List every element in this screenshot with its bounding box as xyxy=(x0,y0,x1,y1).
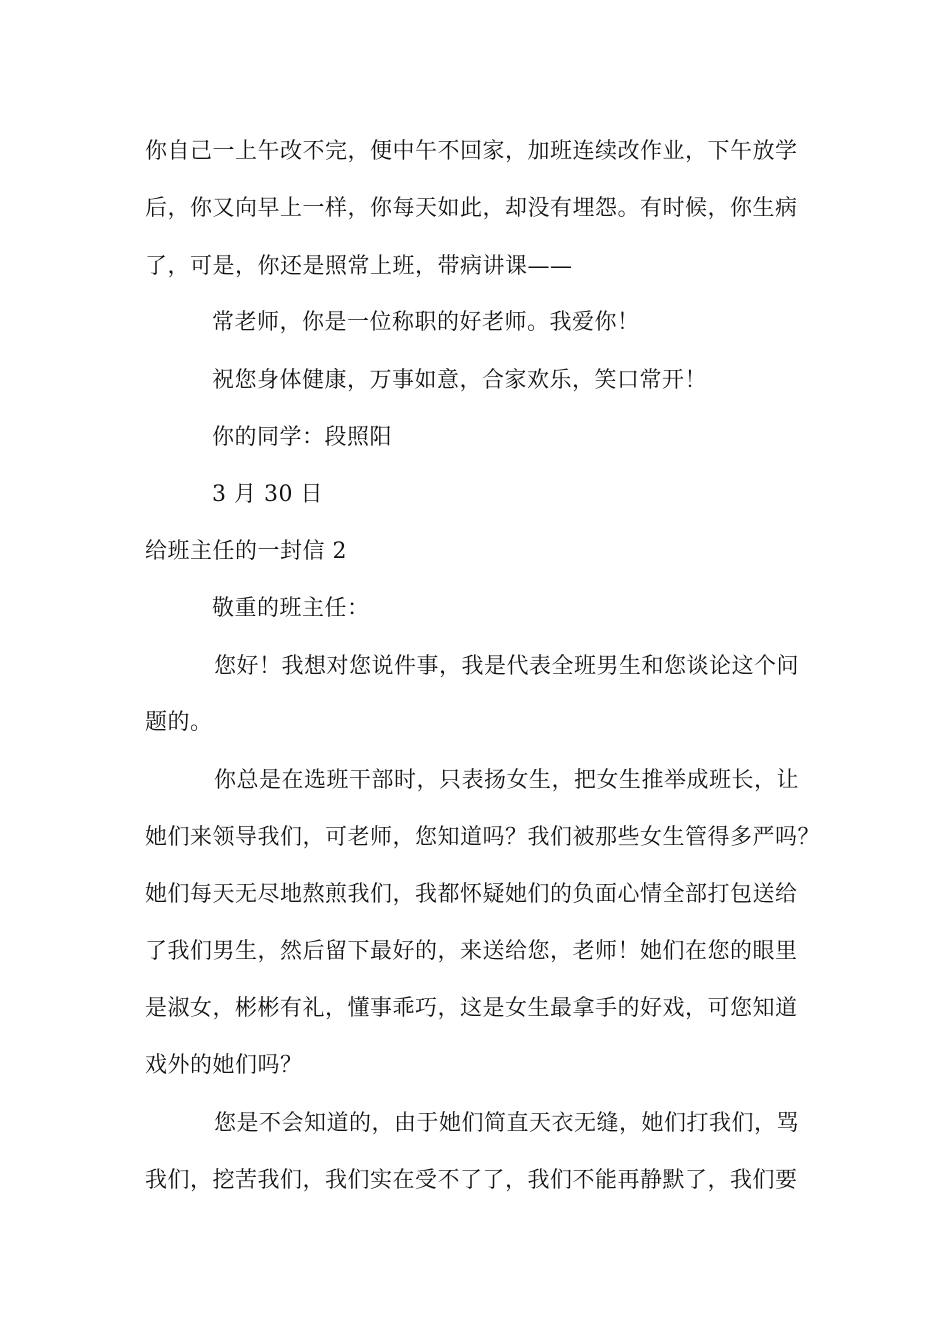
salutation-line: 敬重的班主任： xyxy=(212,596,370,621)
body-text-line: 她们来领导我们，可老师，您知道吗？我们被那些女生管得多严吗？ xyxy=(145,825,821,850)
body-text-line: 您好！我想对您说件事，我是代表全班男生和您谈论这个问 xyxy=(214,654,800,679)
body-text-line: 你总是在选班干部时，只表扬女生，把女生推举成班长，让 xyxy=(214,768,800,793)
body-text-line: 是淑女，彬彬有礼，懂事乖巧，这是女生最拿手的好戏，可您知道 xyxy=(145,996,798,1021)
body-text-line: 题的。 xyxy=(145,710,213,735)
signature-line: 你的同学：段照阳 xyxy=(212,425,393,450)
body-text-line: 你自己一上午改不完，便中午不回家，加班连续改作业，下午放学 xyxy=(145,139,798,164)
body-text-line: 后，你又向早上一样，你每天如此，却没有埋怨。有时候，你生病 xyxy=(145,196,798,221)
closing-line: 常老师，你是一位称职的好老师。我爱你！ xyxy=(212,310,640,335)
date-line: 3 月 30 日 xyxy=(212,482,323,507)
body-text-line: 您是不会知道的，由于她们简直天衣无缝，她们打我们，骂 xyxy=(214,1111,800,1136)
body-text-line: 了我们男生，然后留下最好的，来送给您，老师！她们在您的眼里 xyxy=(145,939,798,964)
body-text-line: 她们每天无尽地熬煎我们，我都怀疑她们的负面心情全部打包送给 xyxy=(145,882,798,907)
body-text-line: 戏外的她们吗？ xyxy=(145,1053,303,1078)
body-text-line: 我们，挖苦我们，我们实在受不了了，我们不能再静默了，我们要 xyxy=(145,1168,798,1193)
body-text-line: 了，可是，你还是照常上班，带病讲课—— xyxy=(145,254,573,279)
letter-title: 给班主任的一封信 2 xyxy=(145,539,347,564)
wishes-line: 祝您身体健康，万事如意，合家欢乐，笑口常开！ xyxy=(212,368,708,393)
